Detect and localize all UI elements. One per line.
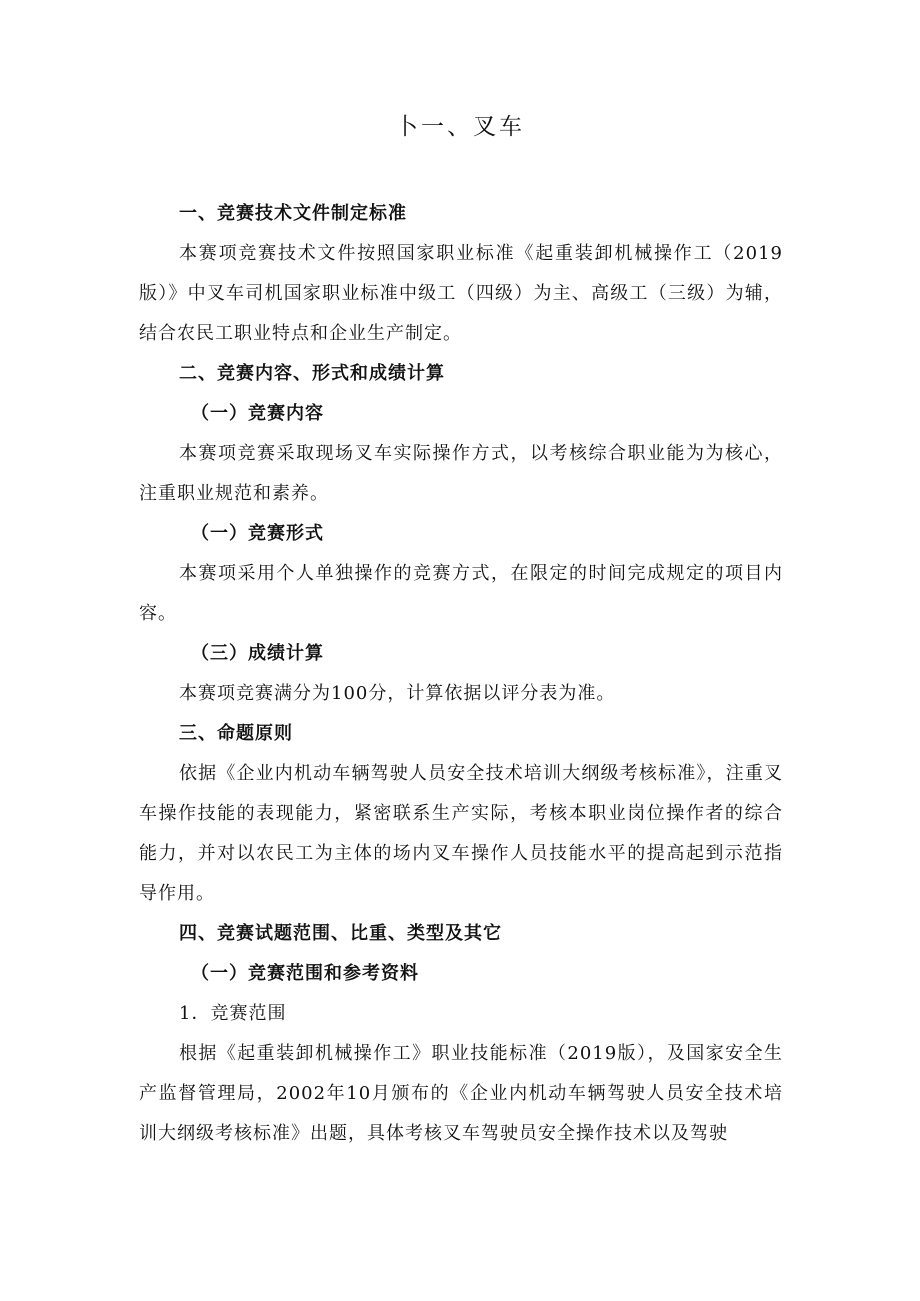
section-4-1-item-1: 1．竞赛范围: [179, 1003, 287, 1024]
section-2-3-heading: （三）成绩计算: [191, 643, 324, 664]
section-3-heading: 三、命题原则: [179, 723, 293, 744]
section-4-1-heading: （一）竞赛范围和参考资料: [191, 963, 419, 984]
section-2-2-heading: （一）竞赛形式: [191, 523, 324, 544]
document-body: [139, 194, 783, 1154]
section-2-1-paragraph: 本赛项竞赛采取现场叉车实际操作方式，以考核综合职业能为为核心，注重职业规范和素养。: [139, 443, 783, 504]
section-2-heading: 二、竞赛内容、形式和成绩计算: [179, 363, 445, 384]
section-2-2-paragraph: 本赛项采用个人单独操作的竞赛方式，在限定的时间完成规定的项目内容。: [139, 563, 783, 624]
section-2-1-heading: （一）竞赛内容: [191, 403, 324, 424]
section-4-paragraph: 根据《起重装卸机械操作工》职业技能标准（2019版），及国家安全生产监督管理局，2002年10月颁布的《企业内机动车辆驾驶人员安全技术培训大纲级考核标准》出题，具体考核叉车驾驶员安全操作技术以及驾驶: [139, 1043, 783, 1144]
section-3-paragraph: 依据《企业内机动车辆驾驶人员安全技术培训大纲级考核标准》，注重叉车操作技能的表现能力，紧密联系生产实际，考核本职业岗位操作者的综合能力，并对以农民工为主体的场内叉车操作人员技能水平的提高起到示范指导作用。: [139, 763, 783, 904]
section-1-paragraph: 本赛项竞赛技术文件按照国家职业标准《起重装卸机械操作工（2019版）》中叉车司机国家职业标准中级工（四级）为主、高级工（三级）为辅，结合农民工职业特点和企业生产制定。: [139, 243, 783, 344]
section-2-3-paragraph: 本赛项竞赛满分为100分，计算依据以评分表为准。: [179, 683, 616, 704]
section-1-heading: 一、竞赛技术文件制定标准: [179, 203, 407, 224]
section-4-heading: 四、竞赛试题范围、比重、类型及其它: [179, 923, 502, 944]
document-title: 卜一、叉车: [395, 114, 525, 140]
